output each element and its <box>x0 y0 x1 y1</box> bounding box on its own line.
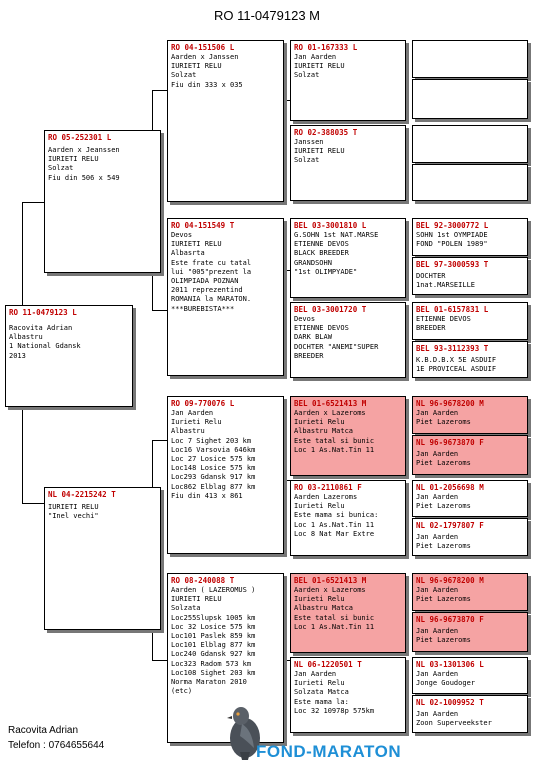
ring-number: RO 11-0479123 L <box>9 308 77 317</box>
card-line: Este frate cu tatal <box>171 258 252 267</box>
card-line: Zoon Superveekster <box>416 719 492 728</box>
card-line: Solzata <box>171 604 201 613</box>
card-line: Loc101 Paslek 859 km <box>171 632 256 641</box>
ring-number: RO 01-167333 L <box>294 43 358 52</box>
pedigree-title: RO 11-0479123 M <box>214 8 320 23</box>
card-line: G.SOHN 1st NAT.MARSE <box>294 231 379 239</box>
card-line: Loc862 Elblag 877 km <box>171 482 256 491</box>
ring-number: BEL 93-3112393 T <box>416 344 489 353</box>
card-line: Albastru <box>171 427 205 436</box>
gen5-empty-card <box>412 125 528 163</box>
card-line: Loc 32 10978p 575km <box>294 706 375 715</box>
card-line: Jan Aarden <box>416 493 459 501</box>
owner-name: Racovita Adrian <box>8 725 79 736</box>
card-line: Iurieti Relu <box>294 418 345 427</box>
gen4-card <box>290 302 406 378</box>
ring-number: BEL 03-3001720 T <box>294 305 367 314</box>
connector-line <box>22 202 44 203</box>
ring-number: BEL 01-6521413 M <box>294 576 367 585</box>
card-line: Piet Lazeroms <box>416 418 471 427</box>
ring-number: NL 96-9673870 F <box>416 438 484 447</box>
card-line: BLACK BREEDER <box>294 249 349 258</box>
card-line: Loc16 Varsovia 646km <box>171 445 256 454</box>
card-line: 2013 <box>9 351 26 360</box>
gen5-card <box>412 341 528 378</box>
connector-line <box>152 90 167 91</box>
card-line: Jan Aarden <box>416 627 459 635</box>
card-line: Jan Aarden <box>294 670 337 678</box>
card-line: Loc 1 As.Nat.Tin 11 <box>294 445 375 454</box>
card-line: Loc 32 Losice 575 km <box>171 622 256 631</box>
ring-number: NL 03-1301306 L <box>416 660 484 669</box>
ring-number: NL 02-1797807 F <box>416 521 484 530</box>
brand-logo-text: FOND-MARATON <box>256 742 402 761</box>
ring-number: BEL 92-3000772 L <box>416 221 489 230</box>
gen3-card <box>167 218 284 376</box>
card-line: Fiu din 506 x 549 <box>48 173 120 182</box>
card-line: GRANDSOHN <box>294 258 332 267</box>
card-line: ETIENNE DEVOS <box>416 315 471 323</box>
card-line: 1E PROVICEAL ASDUIF <box>416 365 497 374</box>
card-line: Loc293 Gdansk 917 km <box>171 473 256 482</box>
card-line: FOND "POLEN 1989" <box>416 240 488 249</box>
gen5-empty-card <box>412 79 528 119</box>
card-line: Loc 1 As.Nat.Tin 11 <box>294 622 375 631</box>
card-line: Loc240 Gdansk 927 km <box>171 650 256 659</box>
card-line: Loc 7 Sighet 203 km <box>171 436 252 445</box>
ring-number: BEL 01-6157831 L <box>416 305 489 314</box>
card-line: Loc323 Radom 573 km <box>171 659 252 668</box>
card-line: Aarden x Lazeroms <box>294 586 366 594</box>
card-line: SOHN 1st OYMPIADE <box>416 231 488 239</box>
card-line: BREEDER <box>294 351 324 360</box>
card-line: Solzata Matca <box>294 688 349 697</box>
ring-number: NL 04-2215242 T <box>48 490 116 499</box>
card-line: 1nat.MARSEILLE <box>416 281 476 290</box>
ring-number: NL 96-9678200 M <box>416 576 484 585</box>
card-line: ETIENNE DEVOS <box>294 240 349 249</box>
card-line: Piet Lazeroms <box>416 542 471 551</box>
card-line: Loc 27 Losice 575 km <box>171 455 256 464</box>
gen5-card <box>412 435 528 475</box>
card-line: lui "005"prezent la <box>171 267 252 276</box>
card-line: Albastru Matca <box>294 604 354 613</box>
card-line: Fiu din 333 x 035 <box>171 80 243 89</box>
ring-number: BEL 03-3001810 L <box>294 221 367 230</box>
card-line: ***BUREBISTA*** <box>171 304 235 313</box>
card-line: Aarden x Jeanssen <box>48 146 120 154</box>
card-line: Loc255Slupsk 1005 km <box>171 613 256 622</box>
card-line: Loc108 Sighet 203 km <box>171 668 256 677</box>
card-line: IURIETI RELU <box>171 240 222 249</box>
card-line: Janssen <box>294 138 324 146</box>
card-line: Este tatal si bunic <box>294 436 375 445</box>
card-line: Este tatal si bunic <box>294 613 375 622</box>
card-line: Piet Lazeroms <box>416 502 471 511</box>
card-line: Iurieti Relu <box>294 595 345 604</box>
card-line: IURIETI RELU <box>294 147 345 156</box>
card-line: Albastru Matca <box>294 427 354 436</box>
ring-number: RO 03-2110861 F <box>294 483 362 492</box>
card-line: Jonge Goudoger <box>416 679 476 688</box>
card-line: IURIETI RELU <box>294 62 345 71</box>
ring-number: RO 05-252301 L <box>48 133 112 142</box>
card-line: Este mama si bunica: <box>294 511 379 520</box>
card-line: Fiu din 413 x 861 <box>171 491 243 500</box>
card-line: Iurieti Relu <box>294 502 345 511</box>
card-line: Loc148 Losice 575 km <box>171 464 256 473</box>
card-line: Solzat <box>48 164 74 173</box>
gen4-card <box>290 573 406 653</box>
card-line: Solzat <box>171 71 197 80</box>
card-line: Solzat <box>294 156 320 165</box>
card-line: DOCHTER <box>416 272 446 280</box>
card-line: ETIENNE DEVOS <box>294 324 349 333</box>
card-line: Jan Aarden <box>416 670 459 678</box>
ring-number: RO 04-151549 T <box>171 221 235 230</box>
card-line: Albasrta <box>171 249 205 258</box>
card-line: "Inel vechi" <box>48 512 99 521</box>
card-line: DOCHTER "ANEMI"SUPER <box>294 342 379 351</box>
gen5-card <box>412 218 528 256</box>
card-line: IURIETI RELU <box>48 503 99 511</box>
card-line: Jan Aarden <box>416 450 459 458</box>
card-line: Solzat <box>294 71 320 80</box>
card-line: Aarden x Lazeroms <box>294 409 366 417</box>
card-line: Racovita Adrian <box>9 324 73 332</box>
connector-line <box>152 440 167 441</box>
card-line: Jan Aarden <box>294 53 337 61</box>
gen4-card <box>290 480 406 556</box>
card-line: Jan Aarden <box>416 533 459 541</box>
gen5-card <box>412 657 528 694</box>
gen4-card <box>290 125 406 201</box>
card-line: Este mama la: <box>294 697 349 706</box>
ring-number: NL 06-1220501 T <box>294 660 362 669</box>
card-line: (etc) <box>171 687 193 696</box>
card-line: Aarden ( LAZEROMUS ) <box>171 586 256 594</box>
gen5-empty-card <box>412 164 528 201</box>
ring-number: BEL 97-3000593 T <box>416 260 489 269</box>
card-line: Jan Aarden <box>416 710 459 718</box>
gen5-card <box>412 396 528 434</box>
card-line: Piet Lazeroms <box>416 459 471 468</box>
gen4-card <box>290 218 406 298</box>
card-line: 2011 reprezentind <box>171 286 243 295</box>
card-line: Norma Maraton 2010 <box>171 678 247 687</box>
owner-phone: Telefon : 0764655644 <box>8 740 105 751</box>
card-line: Iurieti Relu <box>171 418 222 427</box>
card-line: "1st OLIMPYADE" <box>294 267 358 276</box>
card-line: Jan Aarden <box>416 409 459 417</box>
gen5-card <box>412 480 528 517</box>
card-line: Devos <box>171 231 193 239</box>
gen5-card <box>412 612 528 652</box>
card-line: Aarden Lazeroms <box>294 493 358 501</box>
gen5-card <box>412 257 528 295</box>
card-line: Jan Aarden <box>171 409 214 417</box>
gen5-card <box>412 695 528 733</box>
ring-number: NL 96-9673870 F <box>416 615 484 624</box>
card-line: Aarden x Janssen <box>171 53 239 61</box>
card-line: IURIETI RELU <box>171 595 222 604</box>
gen5-card <box>412 573 528 611</box>
ring-number: RO 08-240088 T <box>171 576 235 585</box>
subject-pigeon-card <box>5 305 133 407</box>
card-line: Piet Lazeroms <box>416 595 471 604</box>
connector-line <box>152 310 167 311</box>
sire-card <box>44 130 161 273</box>
ring-number: NL 02-1009952 T <box>416 698 484 707</box>
gen5-card <box>412 518 528 556</box>
gen5-empty-card <box>412 40 528 78</box>
card-line: K.B.D.B.X 5E ASDUIF <box>416 356 497 364</box>
gen4-card <box>290 396 406 476</box>
card-line: IURIETI RELU <box>171 62 222 71</box>
card-line: ROMANIA la MARATON. <box>171 295 252 304</box>
gen4-card <box>290 657 406 733</box>
card-line: Iurieti Relu <box>294 679 345 688</box>
gen5-card <box>412 302 528 340</box>
gen3-card <box>167 396 284 554</box>
card-line: Piet Lazeroms <box>416 636 471 645</box>
card-line: Loc101 Elblag 877 km <box>171 641 256 650</box>
dam-card <box>44 487 161 630</box>
ring-number: NL 01-2056698 M <box>416 483 484 492</box>
connector-line <box>152 660 167 661</box>
ring-number: RO 02-388035 T <box>294 128 358 137</box>
card-line: IURIETI RELU <box>48 155 99 164</box>
card-line: 1 National Gdansk <box>9 342 81 351</box>
card-line: Loc 8 Nat Mar Extre <box>294 529 375 538</box>
card-line: Devos <box>294 315 316 323</box>
card-line: BREEDER <box>416 324 446 333</box>
card-line: OLIMPIADA POZNAN <box>171 277 239 286</box>
card-line: Loc 1 As.Nat.Tin 11 <box>294 520 375 529</box>
card-line: Albastru <box>9 333 43 342</box>
gen3-card <box>167 40 284 202</box>
card-line: Jan Aarden <box>416 586 459 594</box>
card-line: DARK BLAW <box>294 333 332 342</box>
gen4-card <box>290 40 406 121</box>
ring-number: RO 04-151506 L <box>171 43 235 52</box>
ring-number: NL 96-9678200 M <box>416 399 484 408</box>
connector-line <box>22 503 44 504</box>
ring-number: BEL 01-6521413 M <box>294 399 367 408</box>
ring-number: RO 09-770076 L <box>171 399 235 408</box>
